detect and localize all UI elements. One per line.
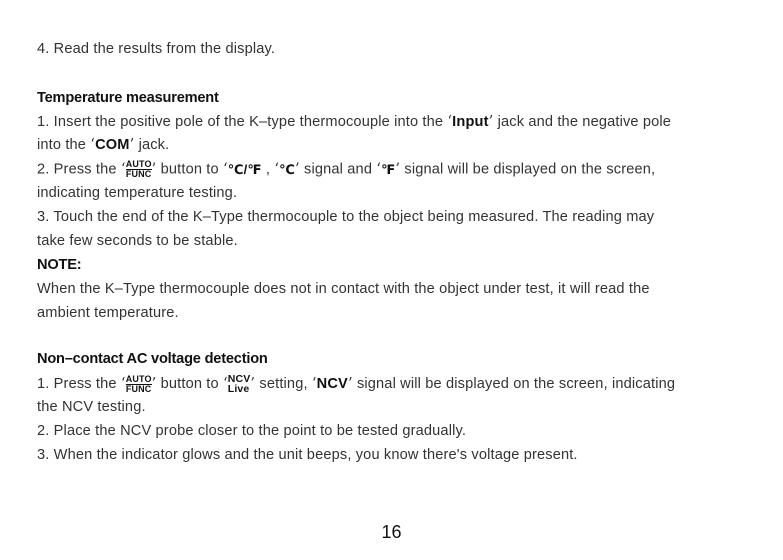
temp-step-3-line-1: 3. Touch the end of the K–Type thermocouple to the object being measured. The reading may	[37, 209, 655, 225]
temp-step-1-text-b: jack and the negative pole	[493, 114, 672, 130]
open-quote: ‘	[222, 160, 228, 178]
ncv-step-3: 3. When the indicator glows and the unit beeps, you know there's voltage present.	[37, 447, 578, 463]
ncv-signal-label: NCV	[316, 375, 348, 392]
temp-step-1-line-1	[37, 113, 671, 131]
close-quote: ’	[151, 160, 157, 178]
temp-step-2-line-2: indicating temperature testing.	[37, 185, 238, 201]
ncv-step-1-line-1	[37, 374, 675, 394]
close-quote: ’	[151, 374, 157, 392]
page-number: 16	[381, 522, 402, 542]
close-quote: ’	[129, 136, 135, 153]
ncv-step-1-text-a: 1. Press the	[37, 375, 121, 392]
open-quote: ‘	[120, 374, 126, 392]
ncv-live-mode-icon: NCV Live	[227, 373, 251, 395]
temp-step-3-line-2: take few seconds to be stable.	[37, 233, 238, 249]
note-line-1: When the K–Type thermocouple does not in contact with the object under test, it will read the	[37, 281, 650, 297]
temp-step-1-text-a: 1. Insert the positive pole of the K–type thermocouple into the	[37, 114, 448, 130]
note-line-2: ambient temperature.	[37, 305, 179, 321]
temp-step-2-text-e: signal will be displayed on the screen,	[400, 161, 656, 178]
ncv-step-1-text-c: setting,	[255, 375, 312, 392]
close-quote: ’	[488, 113, 494, 130]
ncv-step-1-line-2: the NCV testing.	[37, 399, 146, 415]
celsius-fahrenheit-icon: ℃/℉	[227, 161, 262, 177]
close-quote: ’	[347, 374, 353, 392]
temperature-heading: Temperature measurement	[37, 90, 219, 106]
temp-step-1-text-c: into the	[37, 137, 91, 153]
open-quote: ‘	[447, 113, 453, 130]
step-4-read-results: 4. Read the results from the display.	[37, 41, 276, 57]
ncv-step-1-text-b: button to	[156, 375, 223, 392]
open-quote: ‘	[222, 374, 228, 392]
temp-step-2-line-1	[37, 160, 655, 179]
close-quote: ’	[250, 374, 256, 392]
open-quote: ‘	[274, 160, 280, 178]
fahrenheit-signal-icon: ℉	[381, 161, 396, 177]
note-label: NOTE:	[37, 257, 82, 273]
temp-step-2-text-c: ,	[261, 161, 275, 178]
temp-step-1-line-2	[37, 136, 169, 154]
close-quote: ’	[395, 160, 401, 178]
open-quote: ‘	[311, 374, 317, 392]
ncv-heading: Non–contact AC voltage detection	[37, 351, 268, 367]
ncv-step-2: 2. Place the NCV probe closer to the point to be tested gradually.	[37, 423, 467, 439]
open-quote: ‘	[120, 160, 126, 178]
open-quote: ‘	[90, 136, 96, 153]
input-jack-label: Input	[452, 114, 489, 130]
temp-step-2-text-b: button to	[156, 161, 223, 178]
close-quote: ’	[295, 160, 300, 178]
open-quote: ‘	[376, 160, 382, 178]
auto-func-button-icon: AUTO FUNC	[125, 373, 152, 394]
temp-step-1-text-d: jack.	[134, 137, 170, 153]
com-jack-label: COM	[95, 137, 130, 153]
ncv-step-1-text-d: signal will be displayed on the screen, indicating	[352, 375, 676, 392]
temp-step-2-text-a: 2. Press the	[37, 161, 121, 178]
auto-func-button-icon: AUTO FUNC	[125, 159, 152, 179]
celsius-signal-icon: ℃	[279, 161, 296, 177]
temp-step-2-text-d: signal and	[299, 161, 377, 178]
